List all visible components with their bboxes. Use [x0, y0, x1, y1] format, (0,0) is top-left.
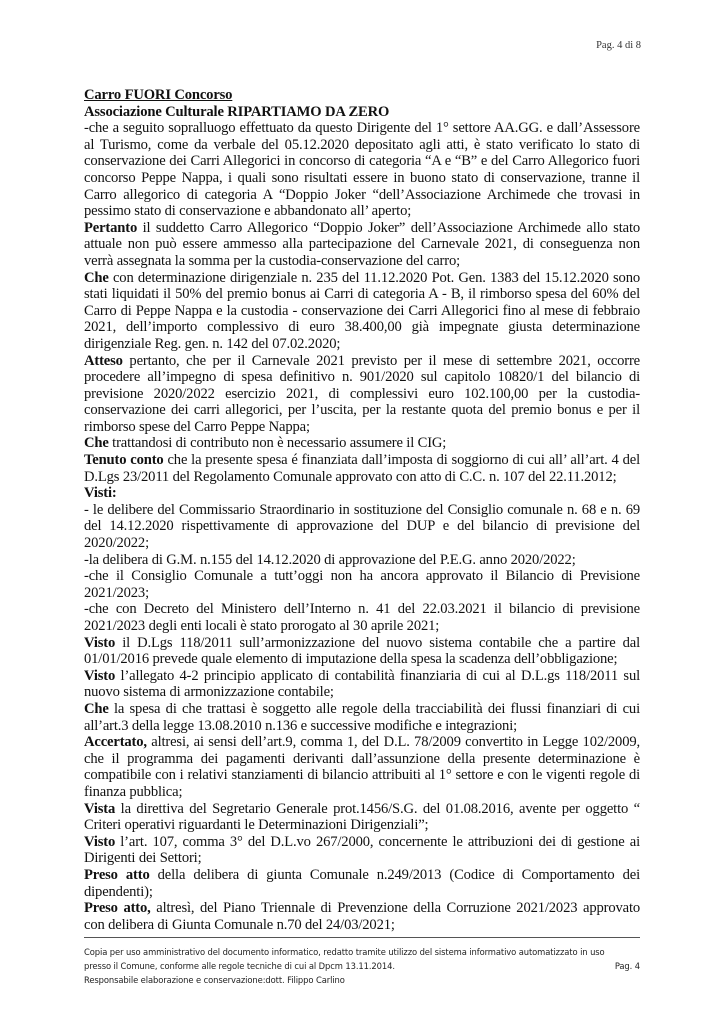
paragraph-text: che la presente spesa é finanziata dall’imposta di soggiorno di cui all’ all’art. 4 del D.Lgs 23/2011 del Regolamento Comunale approvato con atto di C.C. n. 107 del 22.11.2012;: [84, 452, 640, 485]
paragraph-text: la direttiva del Segretario Generale prot.1456/S.G. del 01.08.2016, avente per oggetto “ Criteri operativi riguardanti le Determinazioni Dirigenziali”;: [84, 800, 640, 834]
document-body: [84, 87, 640, 933]
paragraph: [84, 552, 640, 569]
paragraph: [84, 701, 640, 734]
paragraph-lead: Che: [84, 700, 109, 717]
paragraph-lead: Visto: [84, 634, 116, 651]
paragraph: [84, 834, 640, 867]
section-subtitle: Associazione Culturale RIPARTIAMO DA ZERO: [84, 103, 390, 120]
paragraph: [84, 635, 640, 668]
footer-divider: [84, 937, 640, 938]
paragraph-text: l’art. 107, comma 3° del D.L.vo 267/2000, concernente le attribuzioni dei di gestione ai Dirigenti dei Settori;: [84, 833, 640, 867]
paragraph-text: - le delibere del Commissario Straordinario in sostituzione del Consiglio comunale n. 68 e n. 69 del 14.12.2020 rispettivamente di approvazione del DUP e del bilancio di previsione del 2020/2022;: [84, 501, 640, 552]
footer-line-3: Responsabile elaborazione e conservazione:dott. Filippo Carlino: [84, 975, 345, 985]
paragraph: [84, 601, 640, 634]
paragraph-text: altresi, ai sensi dell’art.9, comma 1, del D.L. 78/2009 convertito in Legge 102/2009, che il programma dei pagamenti derivanti dall’assunzione della presente determinazione è compatibile con i relativi stanziamenti di bilancio attribuiti al 1° settore e con le vigenti regole di finanza pubblica;: [84, 734, 640, 800]
paragraph-text: -che a seguito sopralluogo effettuato da questo Dirigente del 1° settore AA.GG. e dall’Assessore al Turismo, come da verbale del 05.12.2020 depositato agli atti, è stato verificato lo stato di conservazione dei Carri Allegorici in concorso di categoria “A e “B” e del Carro Allegorico fuori concorso Peppe Nappa, i quali sono risultati essere in buono stato di conservazione, tranne il Carro allegorico di categoria A “Doppio Joker “dell’Associazione Archimede che trovasi in pessimo stato di conservazione e abbandonato all’ aperto;: [84, 120, 640, 220]
paragraph: [84, 568, 640, 601]
paragraph-text: altresì, del Piano Triennale di Prevenzione della Corruzione 2021/2023 approvato con delibera di Giunta Comunale n.70 del 24/03/2021;: [84, 900, 640, 933]
paragraph: [84, 220, 640, 270]
paragraph: [84, 801, 640, 834]
paragraph-lead: Preso atto: [84, 866, 150, 883]
paragraph-text: con determinazione dirigenziale n. 235 del 11.12.2020 Pot. Gen. 1383 del 15.12.2020 sono stati liquidati il 50% del premio bonus ai Carri di categoria A - B, il rimborso spesa del 60% del Carro di Peppe Nappa e la custodia - conservazione dei Carri Allegorici fino al mese di febbraio 2021, dell’importo complessivo di euro 38.400,00 già impegnate giusta determinazione dirigenziale Reg. gen. n. 142 del 07.02.2020;: [84, 269, 640, 352]
paragraph-text: -che il Consiglio Comunale a tutt’oggi non ha ancora approvato il Bilancio di Previsione 2021/2023;: [84, 568, 640, 601]
paragraph-text: l’allegato 4-2 principio applicato di contabilità finanziaria di cui al D.L.gs 118/2011 sul nuovo sistema di armonizzazione contabile;: [84, 667, 640, 701]
footer-line-1: Copia per uso amministrativo del documento informatico, redatto tramite utilizzo del sistema informativo automatizzato in uso: [84, 947, 605, 957]
paragraph: [84, 120, 640, 220]
paragraph-lead: Pertanto: [84, 219, 138, 236]
paragraph: [84, 435, 640, 452]
paragraph: [84, 353, 640, 436]
section-title: Carro FUORI Concorso: [84, 87, 233, 103]
paragraph-lead: Che: [84, 269, 109, 286]
paragraph-text: trattandosi di contributo non è necessario assumere il CIG;: [108, 435, 447, 452]
paragraph-lead: Vista: [84, 800, 116, 817]
paragraph-text: pertanto, che per il Carnevale 2021 previsto per il mese di settembre 2021, occorre procedere all’impegno di spesa definitivo n. 901/2020 sul capitolo 10820/1 del bilancio di previsione 2020/2022 esercizio 2021, di complessivi euro 102.100,00 per la custodia-conservazione dei carri allegorici, per l’uscita, per la restante quota del premio bonus e per il rimborso spese del Carro Peppe Nappa;: [84, 352, 640, 435]
paragraph-lead: Che: [84, 435, 109, 452]
footer-page-label: Pag. 4: [614, 961, 640, 971]
paragraph-lead: Tenuto conto: [84, 452, 164, 469]
paragraph-text: della delibera di giunta Comunale n.249/2013 (Codice di Comportamento dei dipendenti);: [84, 866, 641, 900]
paragraph-text: il D.Lgs 118/2011 sull’armonizzazione del nuovo sistema contabile che a partire dal 01/01/2016 prevede quale elemento di imputazione della spesa la scadenza dell’obbligazione;: [84, 634, 640, 668]
paragraph-text: -la delibera di G.M. n.155 del 14.12.2020 di approvazione del P.E.G. anno 2020/2022;: [84, 551, 576, 568]
paragraph: [84, 502, 640, 552]
paragraph-lead: Visto: [84, 667, 116, 684]
footer-line-2: [84, 959, 640, 973]
paragraph-lead: Preso atto,: [84, 900, 151, 917]
paragraph: [84, 867, 640, 900]
paragraph: [84, 270, 640, 353]
paragraph-lead: Visto: [84, 833, 116, 850]
paragraph-lead: Atteso: [84, 352, 123, 369]
paragraph: [84, 452, 640, 485]
page-indicator: Pag. 4 di 8: [596, 40, 641, 51]
paragraph: [84, 485, 640, 502]
footer: [84, 945, 640, 987]
paragraph-text: -che con Decreto del Ministero dell’Interno n. 41 del 22.03.2021 il bilancio di previsione 2021/2023 degli enti locali è stato prorogato al 30 aprile 2021;: [84, 601, 640, 634]
footer-line-2-text: presso il Comune, conforme alle regole tecniche di cui al Dpcm 13.11.2014.: [84, 961, 395, 971]
paragraph-lead: Visti:: [84, 485, 117, 502]
paragraph-text: la spesa di che trattasi è soggetto alle regole della tracciabilità dei flussi finanziari di cui all’art.3 della legge 13.08.2010 n.136 e successive modifiche e integrazioni;: [84, 700, 640, 734]
paragraph: [84, 734, 640, 800]
paragraph: [84, 900, 640, 933]
paragraph: [84, 668, 640, 701]
paragraph-text: il suddetto Carro Allegorico “Doppio Joker” dell’Associazione Archimede allo stato attuale non può essere ammesso alla partecipazione del Carnevale 2021, di conseguenza non verrà assegnata la somma per la custodia-conservazione del carro;: [84, 219, 640, 269]
paragraph-lead: Accertato,: [84, 734, 147, 751]
